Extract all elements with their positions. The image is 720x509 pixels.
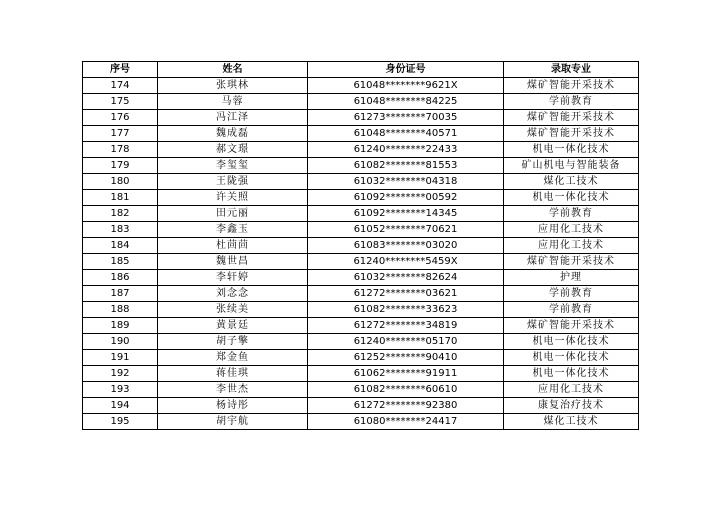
- major-cell: 学前教育: [504, 94, 639, 110]
- serial-number-cell: 184: [83, 238, 158, 254]
- major-cell: 煤矿智能开采技术: [504, 318, 639, 334]
- table-body: [83, 78, 639, 430]
- table-row: [83, 110, 639, 126]
- id-number-cell: 61240********5459X: [308, 254, 504, 270]
- table-row: [83, 366, 639, 382]
- serial-number-cell: 183: [83, 222, 158, 238]
- name-cell: 蒋佳琪: [158, 366, 308, 382]
- id-number-cell: 61252********90410: [308, 350, 504, 366]
- name-cell: 刘念念: [158, 286, 308, 302]
- id-number-cell: 61032********82624: [308, 270, 504, 286]
- name-cell: 李鑫玉: [158, 222, 308, 238]
- name-cell: 黄景廷: [158, 318, 308, 334]
- id-number-cell: 61082********81553: [308, 158, 504, 174]
- major-cell: 学前教育: [504, 286, 639, 302]
- serial-number-cell: 185: [83, 254, 158, 270]
- serial-number-cell: 174: [83, 78, 158, 94]
- header-serial-number: 序号: [83, 62, 158, 78]
- table-row: [83, 334, 639, 350]
- major-cell: 煤矿智能开采技术: [504, 78, 639, 94]
- serial-number-cell: 193: [83, 382, 158, 398]
- admission-table: [82, 61, 639, 430]
- name-cell: 马蓉: [158, 94, 308, 110]
- major-cell: 机电一体化技术: [504, 350, 639, 366]
- table-row: [83, 318, 639, 334]
- name-cell: 胡子擎: [158, 334, 308, 350]
- id-number-cell: 61062********91911: [308, 366, 504, 382]
- header-admitted-major: 录取专业: [504, 62, 639, 78]
- name-cell: 王陇强: [158, 174, 308, 190]
- id-number-cell: 61082********60610: [308, 382, 504, 398]
- name-cell: 魏成磊: [158, 126, 308, 142]
- serial-number-cell: 191: [83, 350, 158, 366]
- table-row: [83, 382, 639, 398]
- name-cell: 魏世昌: [158, 254, 308, 270]
- major-cell: 煤化工技术: [504, 414, 639, 430]
- table-row: [83, 286, 639, 302]
- name-cell: 李玺玺: [158, 158, 308, 174]
- name-cell: 杨诗彤: [158, 398, 308, 414]
- name-cell: 郝文璟: [158, 142, 308, 158]
- id-number-cell: 61272********34819: [308, 318, 504, 334]
- name-cell: 张琪林: [158, 78, 308, 94]
- major-cell: 机电一体化技术: [504, 190, 639, 206]
- table-row: [83, 94, 639, 110]
- id-number-cell: 61272********92380: [308, 398, 504, 414]
- major-cell: 煤矿智能开采技术: [504, 110, 639, 126]
- table-row: [83, 158, 639, 174]
- serial-number-cell: 194: [83, 398, 158, 414]
- name-cell: 胡宇航: [158, 414, 308, 430]
- name-cell: 李世杰: [158, 382, 308, 398]
- major-cell: 学前教育: [504, 302, 639, 318]
- serial-number-cell: 178: [83, 142, 158, 158]
- id-number-cell: 61092********00592: [308, 190, 504, 206]
- serial-number-cell: 180: [83, 174, 158, 190]
- serial-number-cell: 175: [83, 94, 158, 110]
- serial-number-cell: 190: [83, 334, 158, 350]
- table-row: [83, 126, 639, 142]
- header-name: 姓名: [158, 62, 308, 78]
- name-cell: 李轩婷: [158, 270, 308, 286]
- serial-number-cell: 186: [83, 270, 158, 286]
- id-number-cell: 61082********33623: [308, 302, 504, 318]
- serial-number-cell: 181: [83, 190, 158, 206]
- serial-number-cell: 179: [83, 158, 158, 174]
- major-cell: 煤矿智能开采技术: [504, 254, 639, 270]
- name-cell: 张续美: [158, 302, 308, 318]
- major-cell: 机电一体化技术: [504, 334, 639, 350]
- major-cell: 机电一体化技术: [504, 366, 639, 382]
- major-cell: 机电一体化技术: [504, 142, 639, 158]
- table-row: [83, 350, 639, 366]
- major-cell: 应用化工技术: [504, 238, 639, 254]
- serial-number-cell: 189: [83, 318, 158, 334]
- name-cell: 田元丽: [158, 206, 308, 222]
- table-row: [83, 142, 639, 158]
- id-number-cell: 61273********70035: [308, 110, 504, 126]
- serial-number-cell: 188: [83, 302, 158, 318]
- table-row: [83, 222, 639, 238]
- name-cell: 郑金鱼: [158, 350, 308, 366]
- name-cell: 杜茴茴: [158, 238, 308, 254]
- serial-number-cell: 195: [83, 414, 158, 430]
- table-row: [83, 270, 639, 286]
- id-number-cell: 61240********22433: [308, 142, 504, 158]
- major-cell: 煤矿智能开采技术: [504, 126, 639, 142]
- table-row: [83, 238, 639, 254]
- name-cell: 冯江泽: [158, 110, 308, 126]
- id-number-cell: 61048********40571: [308, 126, 504, 142]
- major-cell: 矿山机电与智能装备: [504, 158, 639, 174]
- major-cell: 护理: [504, 270, 639, 286]
- id-number-cell: 61032********04318: [308, 174, 504, 190]
- table-row: [83, 254, 639, 270]
- serial-number-cell: 182: [83, 206, 158, 222]
- id-number-cell: 61272********03621: [308, 286, 504, 302]
- id-number-cell: 61048********84225: [308, 94, 504, 110]
- table-row: [83, 78, 639, 94]
- header-id-number: 身份证号: [308, 62, 504, 78]
- major-cell: 应用化工技术: [504, 222, 639, 238]
- table-row: [83, 174, 639, 190]
- serial-number-cell: 176: [83, 110, 158, 126]
- id-number-cell: 61048********9621X: [308, 78, 504, 94]
- table-row: [83, 206, 639, 222]
- serial-number-cell: 177: [83, 126, 158, 142]
- id-number-cell: 61052********70621: [308, 222, 504, 238]
- table-row: [83, 190, 639, 206]
- table-header-row: [83, 62, 639, 78]
- id-number-cell: 61240********05170: [308, 334, 504, 350]
- id-number-cell: 61092********14345: [308, 206, 504, 222]
- table-row: [83, 398, 639, 414]
- major-cell: 应用化工技术: [504, 382, 639, 398]
- id-number-cell: 61083********03020: [308, 238, 504, 254]
- serial-number-cell: 192: [83, 366, 158, 382]
- major-cell: 康复治疗技术: [504, 398, 639, 414]
- id-number-cell: 61080********24417: [308, 414, 504, 430]
- table-row: [83, 414, 639, 430]
- table-row: [83, 302, 639, 318]
- serial-number-cell: 187: [83, 286, 158, 302]
- name-cell: 许关照: [158, 190, 308, 206]
- major-cell: 学前教育: [504, 206, 639, 222]
- major-cell: 煤化工技术: [504, 174, 639, 190]
